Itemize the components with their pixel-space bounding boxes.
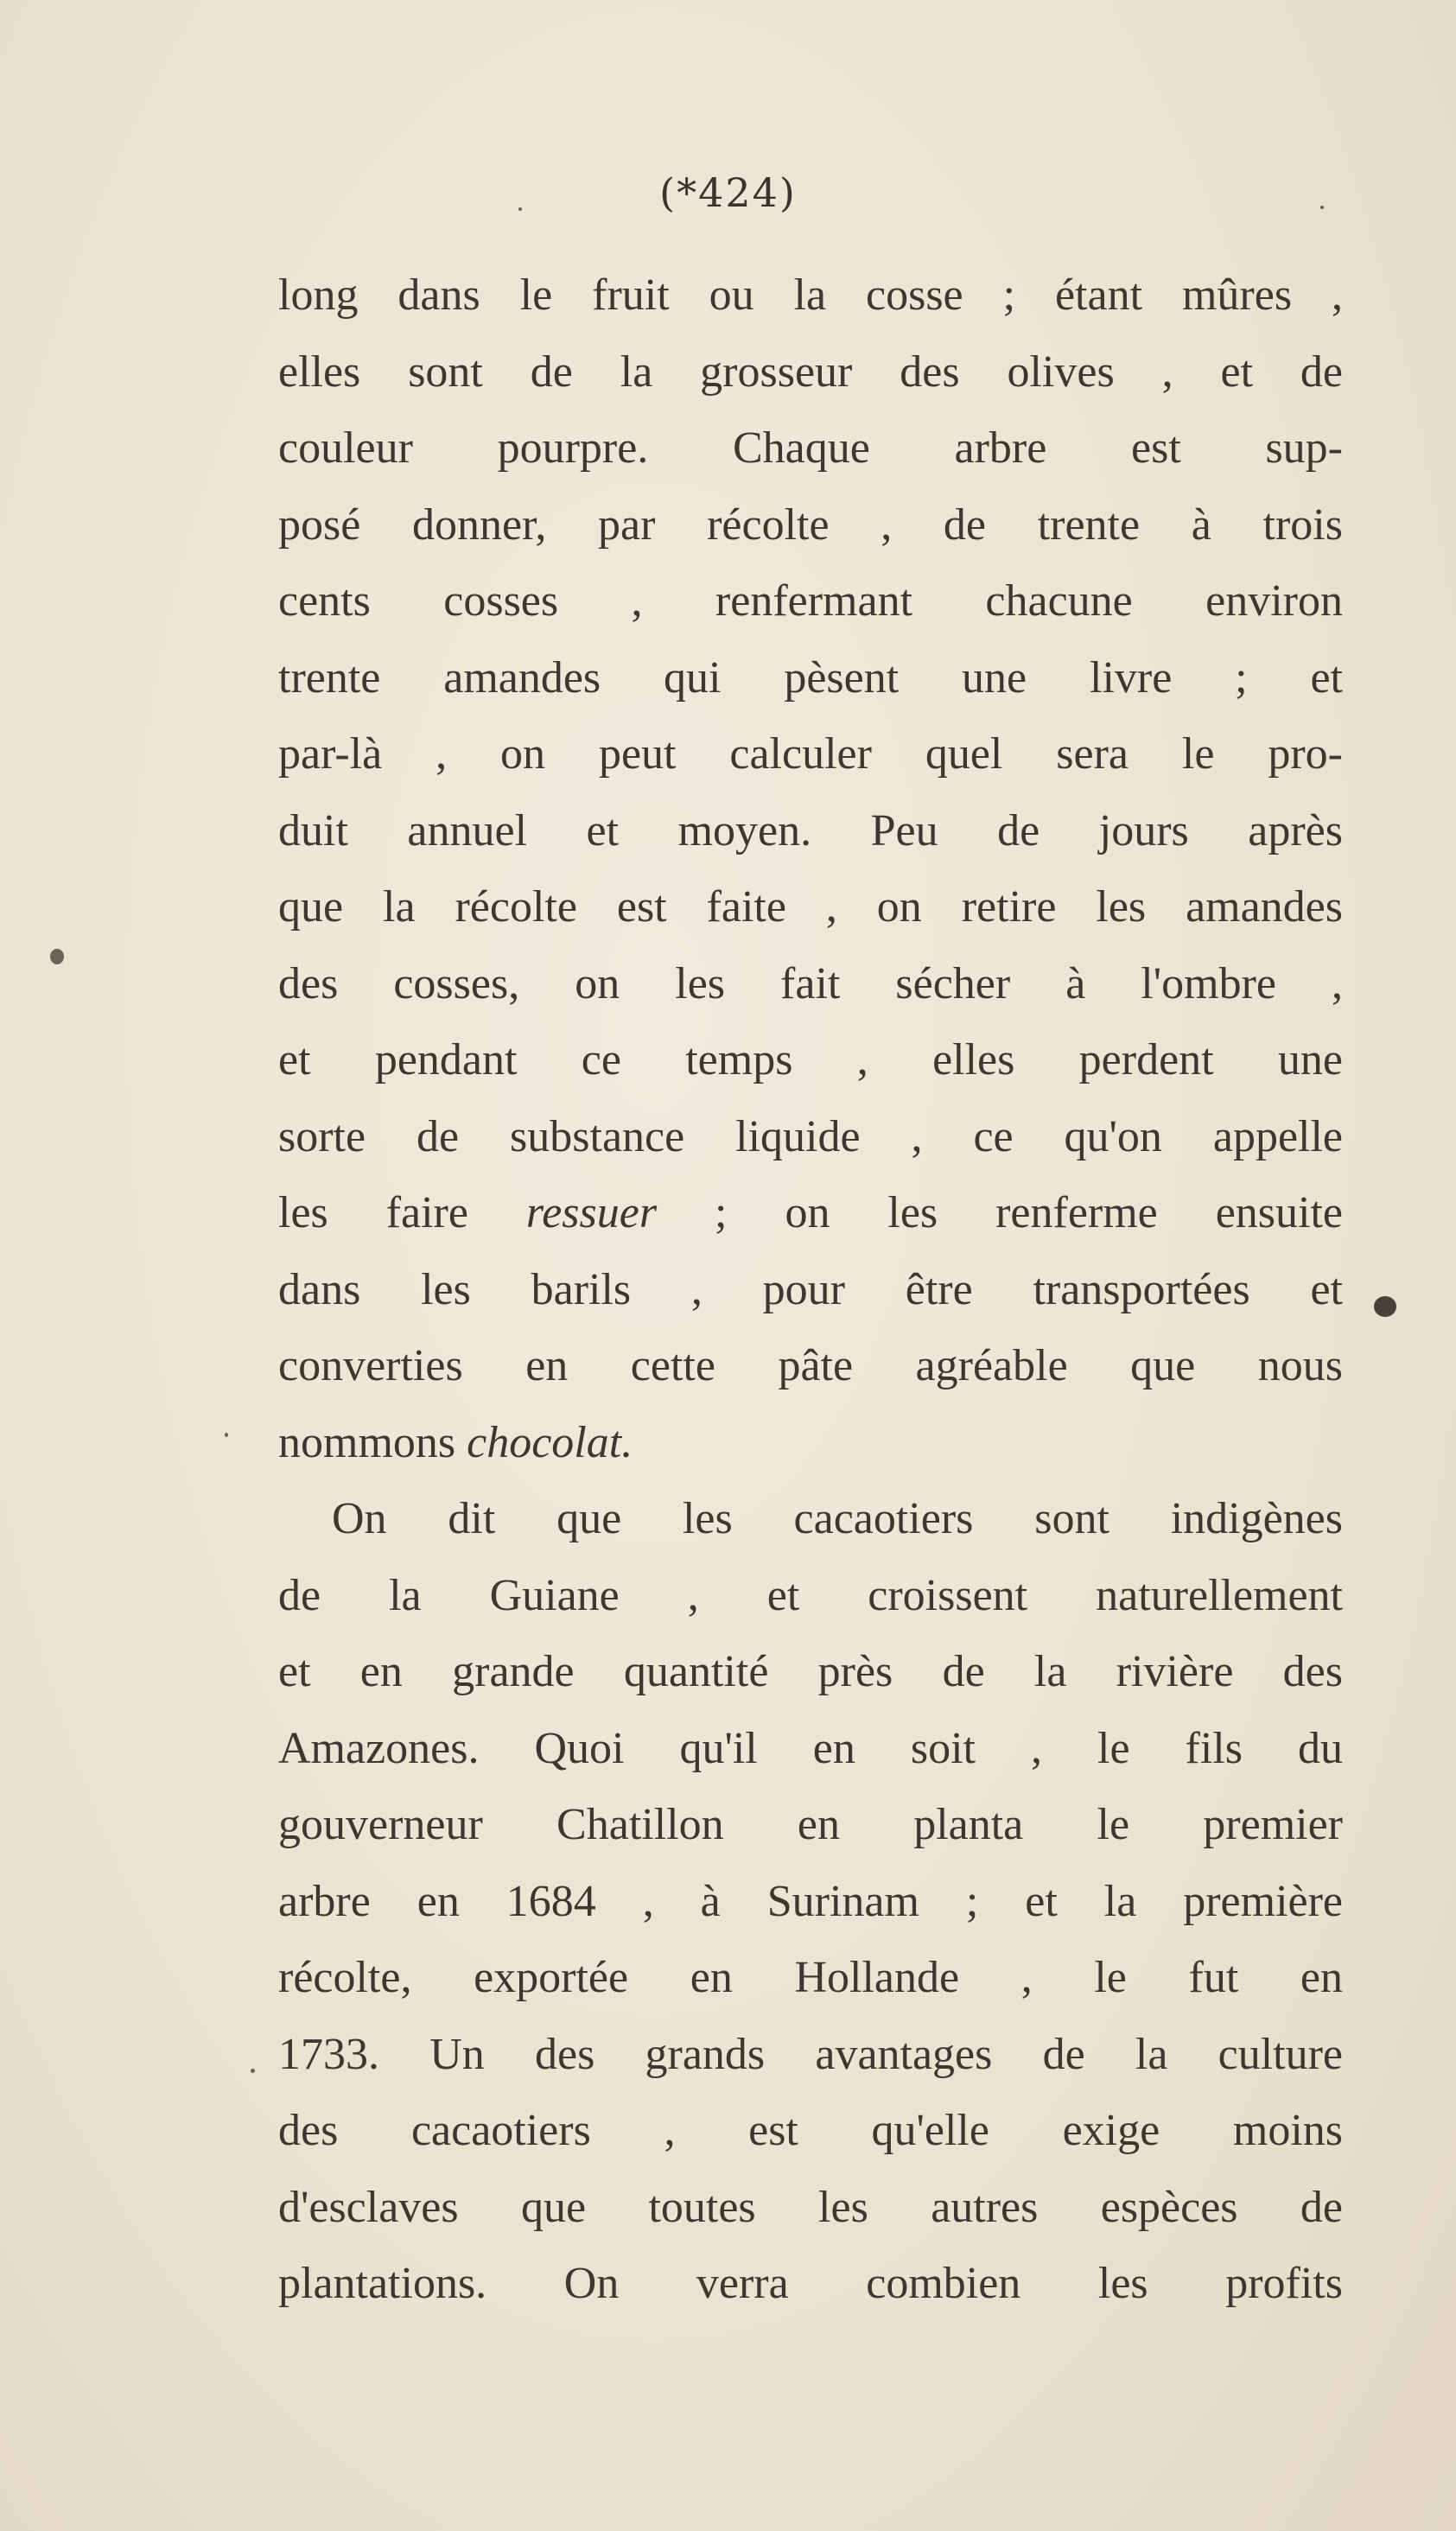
text-line: converties en cette pâte agréable que nous [278,1341,1343,1390]
text-line: dans les barils , pour être transportées et [278,1264,1343,1314]
text-line-with-italic [278,1175,1343,1252]
ink-speck [518,207,522,211]
text-line: duit annuel et moyen. Peu de jours après [278,805,1343,855]
ink-speck [50,949,64,964]
text-line: long dans le fruit ou la cosse ; étant mûres , [278,270,1343,320]
text-segment: ; on les renferme ensuite [657,1188,1343,1237]
ink-speck [251,2069,255,2073]
text-line: plantations. On verra combien les profits [278,2259,1343,2308]
ink-speck [1320,206,1324,209]
text-line: gouverneur Chatillon en planta le premier [278,1800,1343,1849]
text-line: sorte de substance liquide , ce qu'on appelle [278,1111,1343,1161]
text-line: de la Guiane , et croissent naturellement [278,1570,1343,1620]
text-line: d'esclaves que toutes les autres espèces de [278,2182,1343,2232]
text-line: cents cosses , renfermant chacune environ [278,576,1343,626]
text-line: des cacaotiers , est qu'elle exige moins [278,2106,1343,2155]
body-text [278,258,1343,2323]
italic-term: ressuer [525,1188,658,1237]
text-line: couleur pourpre. Chaque arbre est sup- [278,423,1343,473]
text-line: posé donner, par récolte , de trente à trois [278,499,1343,550]
text-line: On dit que les cacaotiers sont indigènes [332,1494,1343,1543]
text-line: elles sont de la grosseur des olives , et de [278,347,1343,397]
text-line: Amazones. Quoi qu'il en soit , le fils du [278,1723,1343,1773]
text-line: des cosses, on les fait sécher à l'ombre , [278,958,1343,1008]
text-line: que la récolte est faite , on retire les amandes [278,882,1343,932]
text-line: 1733. Un des grands avantages de la culture [278,2029,1343,2079]
text-line: trente amandes qui pèsent une livre ; et [278,652,1343,703]
text-line: et pendant ce temps , elles perdent une [278,1035,1343,1084]
text-line-with-italic [278,1405,1343,1482]
text-line: arbre en 1684 , à Surinam ; et la première [278,1876,1343,1926]
text-segment: nommons [278,1417,467,1467]
ink-speck [225,1433,228,1437]
text-line: par-là , on peut calculer quel sera le pro- [278,729,1343,779]
italic-term: chocolat. [467,1417,633,1467]
page-number: (*424) [659,169,797,216]
text-line: et en grande quantité près de la rivière des [278,1647,1343,1696]
text-line: récolte, exportée en Hollande , le fut en [278,1953,1343,2002]
text-segment: les faire [278,1188,526,1237]
ink-speck [1374,1296,1396,1317]
